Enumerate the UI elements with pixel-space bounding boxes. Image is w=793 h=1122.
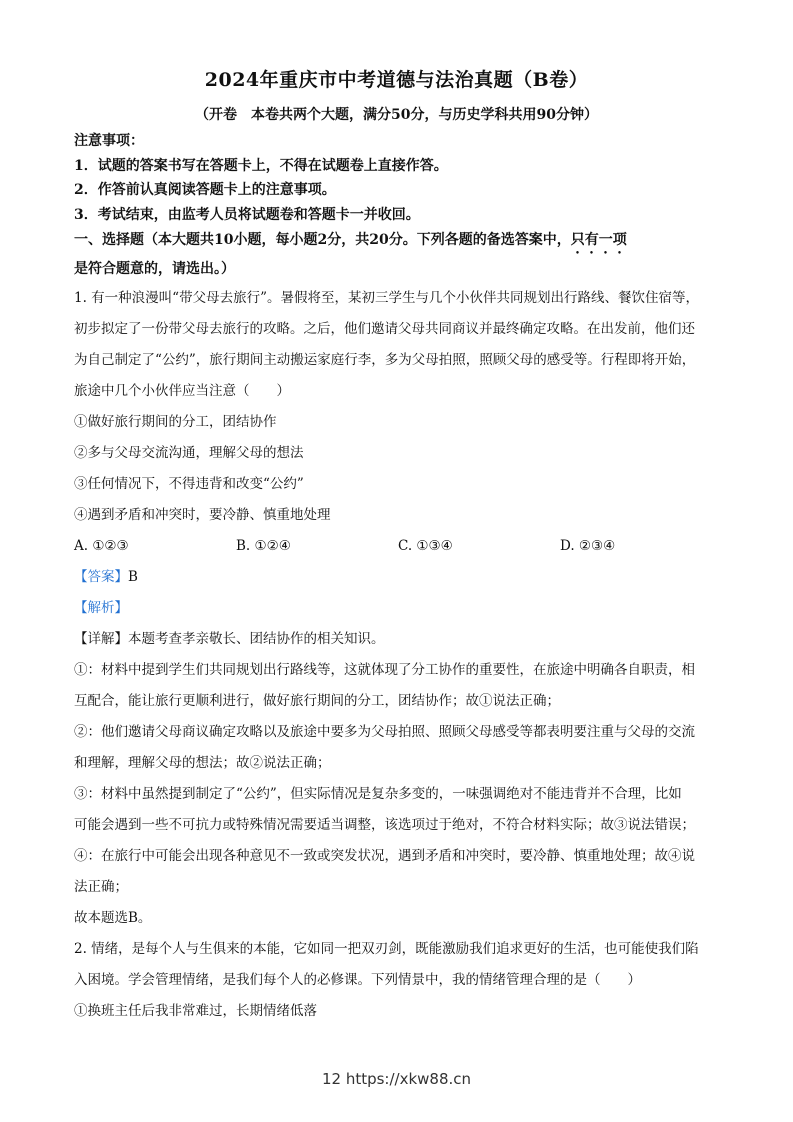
section-heading	[74, 229, 722, 257]
q2-stem-line: 入困境。学会管理情绪，是我们每个人的必修课。下列情景中，我的情绪管理合理的是（ ）	[74, 972, 641, 988]
q1-item: ①做好旅行期间的分工，团结协作	[74, 414, 277, 430]
q1-detail-line: 法正确；	[74, 879, 128, 895]
q1-stem-line: 1. 有一种浪漫叫“带父母去旅行”。暑假将至，某初三学生与几个小伙伴共同规划出行路线、餐饮住宿等，	[74, 290, 699, 306]
q1-detail-line: ②：他们邀请父母商议确定攻略以及旅途中要多为父母拍照、照顾父母感受等都表明要注重与父母的交流	[74, 724, 695, 740]
q1-detail-line: ①：材料中提到学生们共同规划出行路线等，这就体现了分工协作的重要性，在旅途中明确各自职责，相	[74, 662, 695, 678]
q1-stem-line: 为自己制定了“公约”，旅行期间主动搬运家庭行李，多为父母拍照，照顾父母的感受等。行程即将开始，	[74, 352, 696, 368]
q1-answer	[74, 566, 722, 588]
q1-options	[74, 535, 722, 557]
q2-item: ①换班主任后我非常难过，长期情绪低落	[74, 1003, 317, 1019]
q1-detail-line: ④：在旅行中可能会出现各种意见不一致或突发状况，遇到矛盾和冲突时，要冷静、慎重地处理；故④说	[74, 848, 695, 864]
q1-option-a: A. ①②③	[74, 538, 129, 554]
answer-value: B	[128, 569, 138, 585]
q1-option-b: B. ①②④	[236, 538, 291, 554]
page-subtitle: （开卷 本卷共两个大题，满分50分，与历史学科共用90分钟）	[195, 107, 598, 123]
section-heading-text: 一、选择题（本大题共10小题，每小题2分，共20分。下列各题的备选答案中，	[74, 232, 571, 248]
notice-item: 1．试题的答案书写在答题卡上，不得在试题卷上直接作答。	[74, 158, 448, 174]
q1-option-c: C. ①③④	[398, 538, 453, 554]
notice-item: 3．考试结束，由监考人员将试题卷和答题卡一并收回。	[74, 207, 420, 223]
q1-stem-line: 旅途中几个小伙伴应当注意（ ）	[74, 383, 290, 399]
q1-stem-line: 初步拟定了一份带父母去旅行的攻略。之后，他们邀请父母共同商议并最终确定攻略。在出发前，他们还	[74, 321, 695, 337]
section-heading-cont: 是符合题意的，请选出。）	[74, 261, 235, 277]
q1-detail-line: 【详解】本题考查孝亲敬长、团结协作的相关知识。	[74, 631, 385, 647]
q1-item: ③任何情况下，不得违背和改变“公约”	[74, 476, 304, 492]
page-footer: 12 https://xkw88.cn	[321, 1070, 472, 1088]
q1-detail-line: 故本题选B。	[74, 910, 152, 926]
page-title: 2024年重庆市中考道德与法治真题（B卷）	[204, 69, 589, 91]
q1-detail-line: 可能会遇到一些不可抗力或特殊情况需要适当调整，该选项过于绝对，不符合材料实际；故③说法错误；	[74, 817, 695, 833]
notice-item: 2．作答前认真阅读答题卡上的注意事项。	[74, 182, 336, 198]
q2-stem-line: 2. 情绪，是每个人与生俱来的本能，它如同一把双刃剑，既能激励我们追求更好的生活，也可能使我们陷	[74, 941, 699, 957]
q1-item: ②多与父母交流沟通，理解父母的想法	[74, 445, 304, 461]
q1-item: ④遇到矛盾和冲突时，要冷静、慎重地处理	[74, 507, 331, 523]
answer-tag: 【答案】	[74, 569, 128, 585]
notice-heading: 注意事项：	[74, 133, 144, 149]
analysis-tag: 【解析】	[74, 600, 128, 616]
q1-detail-line: 互配合，能让旅行更顺利进行，做好旅行期间的分工，团结协作；故①说法正确；	[74, 693, 560, 709]
q1-detail-line: ③：材料中虽然提到制定了“公约”，但实际情况是复杂多变的，一味强调绝对不能违背并不合理，比如	[74, 786, 682, 802]
q1-option-d: D. ②③④	[560, 538, 616, 554]
q1-detail-line: 和理解，理解父母的想法；故②说法正确；	[74, 755, 331, 771]
section-heading-emphasis: 只有一项	[570, 232, 627, 248]
